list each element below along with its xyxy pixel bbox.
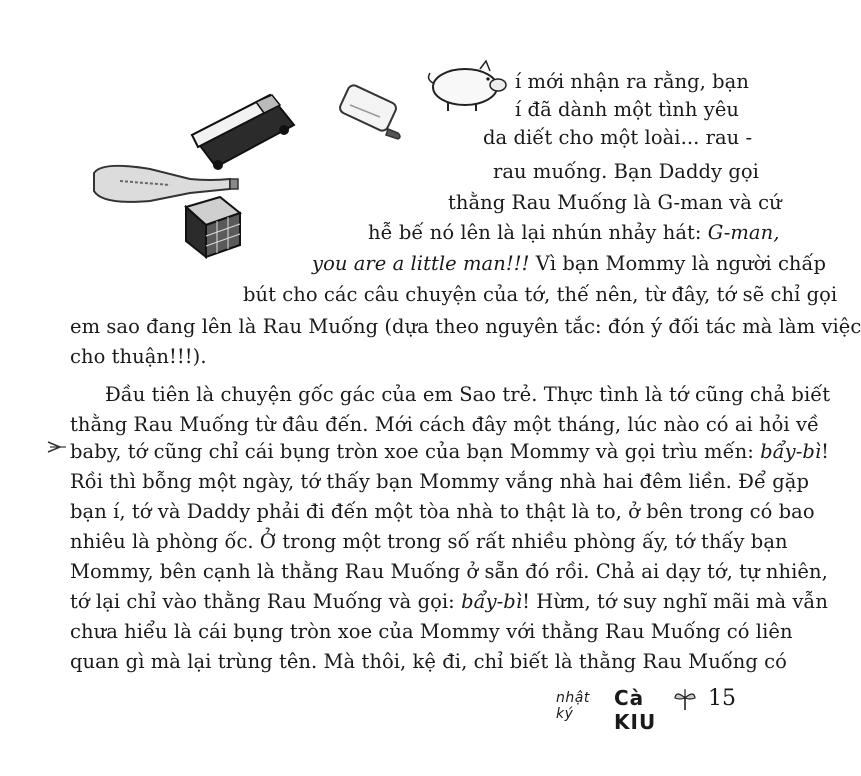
- text-line: [70, 438, 829, 466]
- footer-brand-script: nhật ký: [556, 690, 590, 722]
- text-run: ! Hừm, tớ suy nghĩ mãi mà vẫn: [522, 590, 829, 613]
- italic-lyric: G-man,: [707, 221, 780, 244]
- text-line: Mommy, bên cạnh là thằng Rau Muống ở sẵn đó rồi. Chả ai dạy tớ, tự nhiên,: [70, 560, 828, 583]
- text-line: í mới nhận ra rằng, bạn: [515, 70, 749, 93]
- rubiks-cube-icon: [186, 197, 240, 257]
- footer-brand-logo: Cà KIU: [614, 686, 657, 734]
- baby-bottle-icon: [338, 83, 400, 139]
- leaf-icon: [672, 688, 698, 712]
- italic-lyric: you are a little man!!!: [312, 252, 530, 275]
- italic-word: bẩy-bì: [461, 590, 523, 613]
- italic-word: bẩy-bì: [760, 440, 822, 463]
- text-line: rau muống. Bạn Daddy gọi: [493, 160, 759, 183]
- bottle-icon: [94, 166, 238, 202]
- text-line: quan gì mà lại trùng tên. Mà thôi, kệ đi, chỉ biết là thằng Rau Muống có: [70, 650, 787, 673]
- text-line: [70, 588, 828, 616]
- text-run: Vì bạn Mommy là người chấp: [529, 252, 827, 275]
- text-run: hễ bế nó lên là lại nhún nhảy hát:: [368, 221, 702, 244]
- text-line: í đã dành một tình yêu: [515, 98, 740, 121]
- pig-icon: [429, 61, 506, 111]
- toy-car-icon: [192, 95, 294, 170]
- text-line: bạn í, tớ và Daddy phải đi đến một tòa nhà to thật là to, ở bên trong có bao: [70, 500, 815, 523]
- text-line: thằng Rau Muống từ đâu đến. Mới cách đây một tháng, lúc nào có ai hỏi về: [70, 413, 820, 436]
- text-line: da diết cho một loài... rau -: [483, 126, 753, 149]
- text-line: Rồi thì bỗng một ngày, tớ thấy bạn Mommy vắng nhà hai đêm liền. Để gặp: [70, 470, 809, 493]
- text-line: nhiêu là phòng ốc. Ở trong một trong số rất nhiều phòng ấy, tớ thấy bạn: [70, 530, 788, 553]
- text-run: !: [821, 440, 830, 463]
- page-number: 15: [708, 686, 736, 711]
- text-line: chưa hiểu là cái bụng tròn xoe của Mommy với thằng Rau Muống có liên: [70, 620, 793, 643]
- text-run: tớ lại chỉ vào thằng Rau Muống và gọi:: [70, 590, 455, 613]
- text-line: [368, 219, 779, 247]
- text-line: thằng Rau Muống là G-man và cứ: [448, 191, 782, 214]
- text-line: Đầu tiên là chuyện gốc gác của em Sao trẻ. Thực tình là tớ cũng chả biết: [105, 383, 831, 406]
- text-line: [312, 250, 826, 278]
- text-line: em sao đang lên là Rau Muống (dựa theo nguyên tắc: đón ý đối tác mà làm việc: [70, 315, 861, 338]
- text-run: baby, tớ cũng chỉ cái bụng tròn xoe của bạn Mommy và gọi trìu mến:: [70, 440, 754, 463]
- text-line: cho thuận!!!).: [70, 345, 207, 368]
- text-line: bút cho các câu chuyện của tớ, thế nên, từ đây, tớ sẽ chỉ gọi: [243, 283, 838, 306]
- margin-arrow-icon: [46, 440, 68, 454]
